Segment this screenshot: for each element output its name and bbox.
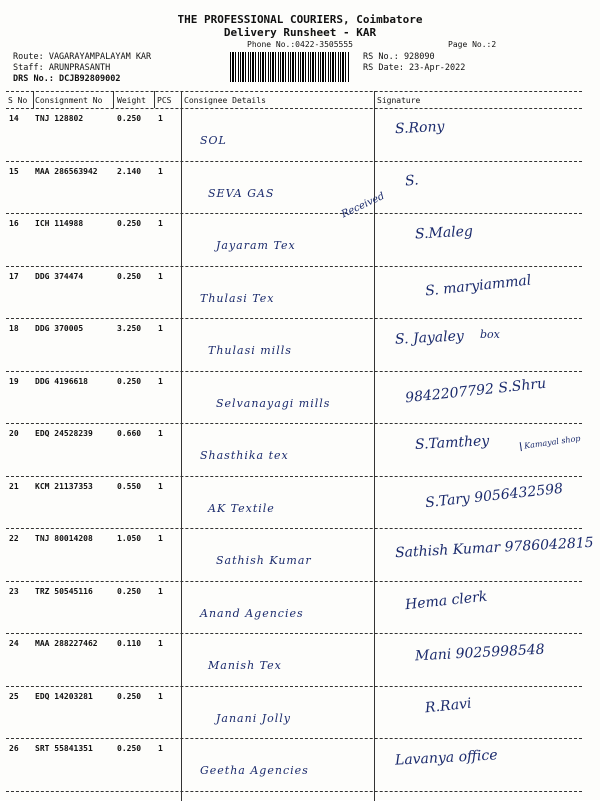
row-divider (6, 738, 582, 739)
row-weight: 3.250 (117, 324, 142, 333)
col-consignee: Consignee Details (184, 96, 266, 105)
row-consignee: Janani Jolly (216, 711, 291, 725)
page-number: Page No.:2 (448, 40, 497, 49)
row-consignee: Geetha Agencies (200, 764, 309, 777)
row-signature: S.Rony (394, 118, 445, 138)
row-signature: Lavanya office (394, 747, 498, 769)
runsheet-title: Delivery Runsheet - KAR (223, 26, 377, 39)
row-pcs: 1 (158, 691, 163, 701)
row-weight: 0.250 (117, 271, 142, 281)
rs-number: RS No.: 928090 (363, 52, 435, 62)
row-consignee: Selvanayagi mills (216, 396, 331, 410)
row-pcs: 1 (158, 376, 163, 386)
box-note: box (480, 328, 500, 341)
row-consignment: EDQ 14203281 (35, 691, 93, 701)
row-consignee: Shasthika tex (200, 449, 289, 462)
col-weight: Weight (117, 96, 146, 105)
row-signature: S.Maleg (414, 223, 474, 243)
row-sno: 15 (9, 166, 19, 176)
row-weight: 0.250 (117, 691, 142, 701)
col-pcs: PCS (157, 96, 172, 105)
table-top-rule (6, 91, 582, 92)
col-divider (113, 91, 114, 108)
row-consignee: Jayaram Tex (216, 239, 296, 252)
route-label: Route: VAGARAYAMPALAYAM KAR (13, 52, 152, 62)
row-sno: 17 (9, 271, 19, 281)
rs-date: RS Date: 23-Apr-2022 (363, 63, 466, 73)
col-divider (181, 91, 182, 801)
row-divider (6, 161, 582, 162)
row-consignee: Thulasi Tex (200, 291, 275, 305)
row-sno: 18 (9, 324, 19, 333)
row-divider (6, 318, 582, 319)
row-divider (6, 528, 582, 529)
row-divider (6, 791, 582, 792)
row-sno: 24 (9, 639, 19, 648)
row-pcs: 1 (158, 639, 163, 648)
row-divider (6, 266, 582, 267)
row-divider (6, 581, 582, 582)
row-weight: 0.660 (117, 429, 142, 438)
row-consignee: SEVA GAS (208, 186, 275, 200)
row-pcs: 1 (158, 114, 163, 123)
row-sno: 20 (9, 429, 19, 438)
header-bottom-rule (6, 108, 582, 109)
row-weight: 2.140 (117, 166, 142, 176)
row-consignment: DDG 374474 (35, 271, 84, 281)
row-sno: 16 (9, 219, 19, 228)
row-consignee: Anand Agencies (200, 606, 304, 620)
received-note: Received (339, 190, 387, 221)
row-consignment: MAA 286563942 (35, 166, 98, 176)
row-sno: 23 (9, 586, 19, 596)
row-pcs: 1 (158, 429, 163, 438)
row-sno: 21 (9, 481, 19, 491)
row-signature: S.Tamthey (414, 433, 490, 453)
drs-number: DRS No.: DCJB92809002 (13, 74, 121, 84)
row-pcs: 1 (158, 586, 163, 596)
row-divider (6, 213, 582, 214)
row-signature: Sathish Kumar 9786042815 (394, 534, 595, 562)
row-sno: 25 (9, 691, 19, 701)
row-signature: S. (404, 171, 420, 190)
row-weight: 0.250 (117, 744, 142, 753)
col-divider (154, 91, 155, 108)
row-consignment: KCM 21137353 (35, 481, 93, 491)
row-consignment: TNJ 128802 (35, 114, 84, 123)
row-weight: 0.250 (117, 586, 142, 596)
row-weight: 0.250 (117, 219, 142, 228)
phone-number: Phone No.:0422-3505555 (247, 40, 353, 49)
row-consignee: Sathish Kumar (216, 554, 312, 567)
row-signature: Mani 9025998548 (414, 641, 546, 665)
row-divider (6, 423, 582, 424)
row-sno: 26 (9, 744, 19, 753)
row-divider (6, 686, 582, 687)
row-divider (6, 476, 582, 477)
row-pcs: 1 (158, 271, 163, 281)
row-consignment: DDG 370005 (35, 324, 84, 333)
row-consignment: ICH 114988 (35, 219, 84, 228)
row-weight: 0.550 (117, 481, 142, 491)
row-signature: 9842207792 S.Shru (404, 375, 547, 406)
row-weight: 0.250 (117, 114, 142, 123)
row-signature: S.Tary 9056432598 (424, 480, 564, 511)
row-pcs: 1 (158, 481, 163, 491)
barcode-image (230, 52, 350, 82)
row-consignment: DDG 4196618 (35, 376, 88, 386)
row-pcs: 1 (158, 166, 163, 176)
row-sno: 22 (9, 534, 19, 543)
row-sno: 19 (9, 376, 19, 386)
row-consignee: Thulasi mills (208, 344, 292, 357)
col-sno: S No (8, 96, 28, 105)
row-signature: S. maryiammal (424, 271, 532, 300)
staff-label: Staff: ARUNPRASANTH (13, 63, 111, 73)
row-signature: R.Ravi (424, 695, 473, 716)
row-signature: Hema clerk (404, 588, 488, 613)
company-name: THE PROFESSIONAL COURIERS, Coimbatore (177, 13, 423, 26)
col-signature: Signature (377, 96, 421, 105)
row-weight: 0.110 (117, 639, 142, 648)
col-divider (33, 91, 34, 108)
row-consignment: TNJ 80014208 (35, 534, 93, 543)
row-pcs: 1 (158, 744, 163, 753)
col-consignment: Consignment No (35, 96, 103, 105)
row-consignment: EDQ 24528239 (35, 429, 93, 438)
row-pcs: 1 (158, 219, 163, 228)
row-pcs: 1 (158, 534, 163, 543)
row-weight: 1.050 (117, 534, 142, 543)
row-divider (6, 371, 582, 372)
row-signature: S. Jayaley (394, 328, 465, 348)
row-sno: 14 (9, 114, 19, 123)
row-pcs: 1 (158, 324, 163, 333)
row-divider (6, 633, 582, 634)
row-weight: 0.250 (117, 376, 142, 386)
row-consignee: AK Textile (208, 501, 275, 515)
row-consignee: Manish Tex (208, 659, 282, 672)
row-consignee: SOL (200, 134, 227, 147)
kamayal-note: Kamayal shop (520, 434, 581, 451)
row-consignment: TRZ 50545116 (35, 586, 93, 596)
row-consignment: MAA 288227462 (35, 639, 98, 648)
row-consignment: SRT 55841351 (35, 744, 93, 753)
